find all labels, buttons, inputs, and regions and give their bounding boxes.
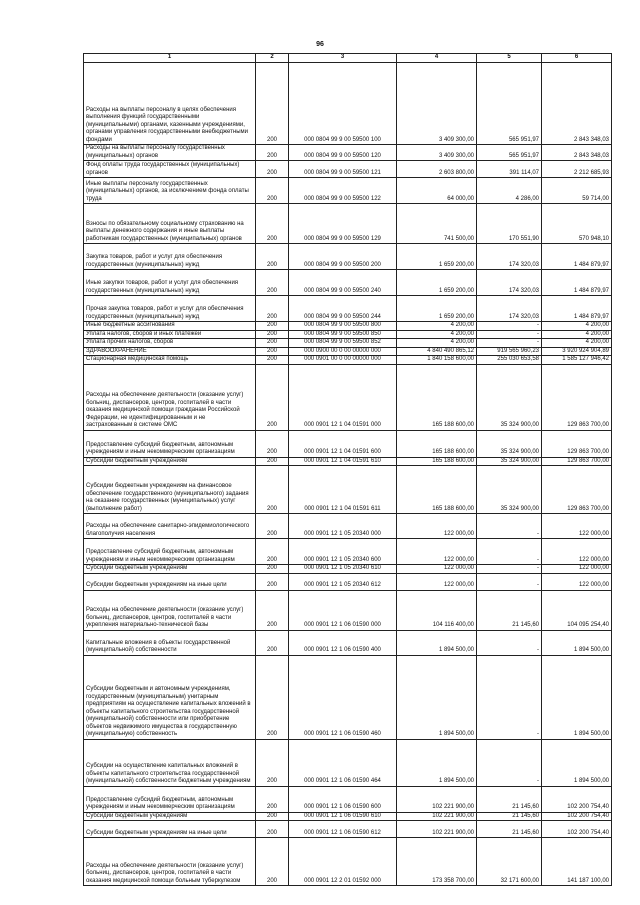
row-budget-classification: 000 0901 12 1 06 01590 400 [289, 630, 397, 655]
table-row [84, 356, 612, 365]
row-budget-classification: 000 0804 99 9 00 59500 122 [289, 178, 397, 204]
row-unexecuted-amount: 129 863 700,00 [542, 430, 612, 457]
row-unexecuted-amount: 122 000,00 [542, 514, 612, 539]
row-code: 200 [256, 457, 289, 466]
row-unexecuted-amount: 122 000,00 [542, 565, 612, 574]
row-code: 200 [256, 296, 289, 322]
row-code: 200 [256, 339, 289, 348]
row-budget-classification: 000 0901 12 1 05 20340 610 [289, 565, 397, 574]
row-budget-classification: 000 0901 12 1 06 01590 600 [289, 786, 397, 812]
row-description: Расходы на обеспечение санитарно-эпидемиологического благополучия населения [84, 514, 256, 539]
row-code: 200 [256, 821, 289, 838]
row-executed-amount: 174 320,03 [477, 244, 542, 270]
row-unexecuted-amount: 1 585 127 946,42 [542, 356, 612, 365]
row-unexecuted-amount: 570 948,10 [542, 204, 612, 244]
row-budget-classification: 000 0804 99 9 00 59500 850 [289, 330, 397, 339]
header-cell: 4 [397, 54, 477, 63]
row-budget-classification: 000 0901 12 2 01 01592 000 [289, 838, 397, 886]
table-row [84, 339, 612, 348]
row-approved-amount: 173 358 700,00 [397, 838, 477, 886]
table-row [84, 322, 612, 331]
table-row [84, 821, 612, 838]
table-row [84, 296, 612, 322]
row-executed-amount: - [477, 322, 542, 331]
row-executed-amount: 35 324 900,00 [477, 364, 542, 430]
row-code: 200 [256, 270, 289, 296]
row-approved-amount: 64 000,00 [397, 178, 477, 204]
row-executed-amount: 255 030 653,58 [477, 356, 542, 365]
row-budget-classification: 000 0901 12 1 06 01590 612 [289, 821, 397, 838]
header-cell: 5 [477, 54, 542, 63]
table-row [84, 204, 612, 244]
table-row [84, 270, 612, 296]
table-row [84, 244, 612, 270]
row-code: 200 [256, 178, 289, 204]
row-executed-amount: - [477, 630, 542, 655]
row-approved-amount: 4 200,00 [397, 330, 477, 339]
row-budget-classification: 000 0901 12 1 06 01590 460 [289, 655, 397, 739]
row-description: Уплата прочих налогов, сборов [84, 339, 256, 348]
row-code: 200 [256, 630, 289, 655]
row-unexecuted-amount: 1 894 500,00 [542, 630, 612, 655]
row-code: 200 [256, 330, 289, 339]
table-row [84, 347, 612, 356]
row-description: ЗДРАВООХРАНЕНИЕ [84, 347, 256, 356]
row-code: 200 [256, 356, 289, 365]
row-executed-amount: - [477, 514, 542, 539]
header-cell: 6 [542, 54, 612, 63]
row-approved-amount: 741 500,00 [397, 204, 477, 244]
row-executed-amount: - [477, 739, 542, 786]
row-budget-classification: 000 0901 12 1 05 20340 600 [289, 539, 397, 565]
row-budget-classification: 000 0901 12 1 04 01591 610 [289, 457, 397, 466]
row-executed-amount: - [477, 565, 542, 574]
header-cell: 1 [84, 54, 256, 63]
row-unexecuted-amount: 1 484 879,97 [542, 296, 612, 322]
row-code: 200 [256, 739, 289, 786]
row-code: 200 [256, 838, 289, 886]
row-executed-amount: - [477, 339, 542, 348]
row-description: Предоставление субсидий бюджетным, автономным учреждениям и иным некоммерческим организациям [84, 430, 256, 457]
row-executed-amount: 565 951,97 [477, 145, 542, 161]
row-description: Субсидии бюджетным учреждениям [84, 565, 256, 574]
row-description: Субсидии бюджетным учреждениям [84, 812, 256, 821]
row-code: 200 [256, 161, 289, 178]
row-unexecuted-amount: 102 200 754,40 [542, 786, 612, 812]
row-approved-amount: 102 221 900,00 [397, 786, 477, 812]
row-code: 200 [256, 573, 289, 590]
row-description: Закупка товаров, работ и услуг для обеспечения государственных (муниципальных) нужд [84, 244, 256, 270]
row-unexecuted-amount: 129 863 700,00 [542, 457, 612, 466]
row-executed-amount: - [477, 573, 542, 590]
row-budget-classification: 000 0804 99 9 00 59500 244 [289, 296, 397, 322]
row-approved-amount: 165 188 600,00 [397, 430, 477, 457]
row-executed-amount: 4 286,00 [477, 178, 542, 204]
row-description: Субсидии бюджетным учреждениям [84, 457, 256, 466]
row-approved-amount: 1 894 500,00 [397, 630, 477, 655]
row-executed-amount: 35 324 900,00 [477, 457, 542, 466]
row-executed-amount: 174 320,03 [477, 296, 542, 322]
row-code: 200 [256, 244, 289, 270]
row-code: 200 [256, 812, 289, 821]
table-row [84, 466, 612, 514]
row-code: 200 [256, 204, 289, 244]
row-description: Расходы на выплаты персоналу в целях обеспечения выполнения функций государственными (муниципальными) органами, казенными учреждениями, органами управления государственными внебюджетными фондами [84, 63, 256, 145]
row-unexecuted-amount: 3 920 924 904,89 [542, 347, 612, 356]
row-executed-amount: 919 565 960,23 [477, 347, 542, 356]
header-cell: 3 [289, 54, 397, 63]
row-description: Предоставление субсидий бюджетным, автономным учреждениям и иным некоммерческим организациям [84, 786, 256, 812]
row-description: Расходы на обеспечение деятельности (оказание услуг) больниц, диспансеров, центров, госпиталей в части оказания медицинской помощи больным туберкулезом [84, 838, 256, 886]
row-budget-classification: 000 0901 12 1 04 01591 000 [289, 364, 397, 430]
row-approved-amount: 122 000,00 [397, 565, 477, 574]
header-cell: 2 [256, 54, 289, 63]
row-unexecuted-amount: 2 843 348,03 [542, 145, 612, 161]
row-executed-amount: 170 551,90 [477, 204, 542, 244]
row-budget-classification: 000 0901 12 1 06 01590 610 [289, 812, 397, 821]
row-executed-amount: 21 145,60 [477, 821, 542, 838]
row-description: Иные закупки товаров, работ и услуг для обеспечения государственных (муниципальных) нужд [84, 270, 256, 296]
row-approved-amount: 102 221 900,00 [397, 812, 477, 821]
table-row [84, 430, 612, 457]
table-row [84, 630, 612, 655]
row-approved-amount: 4 200,00 [397, 322, 477, 331]
row-description: Капитальные вложения в объекты государственной (муниципальной) собственности [84, 630, 256, 655]
table-row [84, 812, 612, 821]
row-executed-amount: 21 145,60 [477, 812, 542, 821]
row-code: 200 [256, 364, 289, 430]
row-executed-amount: - [477, 655, 542, 739]
row-code: 200 [256, 539, 289, 565]
table-row [84, 655, 612, 739]
row-executed-amount: - [477, 539, 542, 565]
row-description: Субсидии бюджетным и автономным учреждениям, государственным (муниципальным) унитарным предприятиям на осуществление капитальных вложений в объекты капитального строительства государственной (муниципальной) собственности или приобретение объектов недвижимого имущества в государственную (муниципальную) собственность [84, 655, 256, 739]
row-description: Предоставление субсидий бюджетным, автономным учреждениям и иным некоммерческим организациям [84, 539, 256, 565]
row-unexecuted-amount: 2 212 685,93 [542, 161, 612, 178]
row-description: Расходы на выплаты персоналу государственных (муниципальных) органов [84, 145, 256, 161]
row-unexecuted-amount: 1 894 500,00 [542, 739, 612, 786]
row-approved-amount: 165 188 600,00 [397, 364, 477, 430]
row-code: 200 [256, 590, 289, 630]
row-description: Иные бюджетные ассигнования [84, 322, 256, 331]
row-approved-amount: 1 659 200,00 [397, 270, 477, 296]
row-code: 200 [256, 322, 289, 331]
row-budget-classification: 000 0901 12 1 06 01590 000 [289, 590, 397, 630]
row-code: 200 [256, 430, 289, 457]
row-description: Субсидии бюджетным учреждениям на финансовое обеспечение государственного (муниципального) задания на оказание государственных (муниципальных) услуг (выполнение работ) [84, 466, 256, 514]
row-unexecuted-amount: 129 863 700,00 [542, 364, 612, 430]
row-executed-amount: - [477, 330, 542, 339]
row-description: Субсидии бюджетным учреждениям на иные цели [84, 821, 256, 838]
row-budget-classification: 000 0804 99 9 00 59500 240 [289, 270, 397, 296]
row-approved-amount: 2 603 800,00 [397, 161, 477, 178]
row-description: Стационарная медицинская помощь [84, 356, 256, 365]
row-budget-classification: 000 0804 99 9 00 59500 120 [289, 145, 397, 161]
table-row [84, 565, 612, 574]
row-approved-amount: 165 188 600,00 [397, 457, 477, 466]
row-description: Взносы по обязательному социальному страхованию на выплаты денежного содержания и иные выплаты работникам государственных (муниципальных) органов [84, 204, 256, 244]
row-executed-amount: 21 145,60 [477, 786, 542, 812]
row-description: Прочая закупка товаров, работ и услуг для обеспечения государственных (муниципальных) нужд [84, 296, 256, 322]
row-executed-amount: 35 324 900,00 [477, 430, 542, 457]
row-unexecuted-amount: 122 000,00 [542, 573, 612, 590]
row-unexecuted-amount: 4 200,00 [542, 339, 612, 348]
table-row [84, 364, 612, 430]
row-approved-amount: 165 188 600,00 [397, 466, 477, 514]
row-unexecuted-amount: 122 000,00 [542, 539, 612, 565]
budget-table [83, 53, 612, 886]
row-executed-amount: 174 320,03 [477, 270, 542, 296]
row-executed-amount: 32 171 600,00 [477, 838, 542, 886]
table-row [84, 63, 612, 145]
row-approved-amount: 1 894 500,00 [397, 655, 477, 739]
row-code: 200 [256, 786, 289, 812]
row-unexecuted-amount: 1 484 879,97 [542, 270, 612, 296]
table-row [84, 573, 612, 590]
row-unexecuted-amount: 104 095 254,40 [542, 590, 612, 630]
row-budget-classification: 000 0901 00 0 00 00000 000 [289, 356, 397, 365]
row-unexecuted-amount: 59 714,00 [542, 178, 612, 204]
row-unexecuted-amount: 1 894 500,00 [542, 655, 612, 739]
table-row [84, 786, 612, 812]
row-approved-amount: 1 840 158 600,00 [397, 356, 477, 365]
row-executed-amount: 21 145,60 [477, 590, 542, 630]
row-approved-amount: 1 894 500,00 [397, 739, 477, 786]
row-description: Уплата налогов, сборов и иных платежей [84, 330, 256, 339]
row-approved-amount: 3 409 300,00 [397, 145, 477, 161]
row-unexecuted-amount: 1 484 879,97 [542, 244, 612, 270]
row-approved-amount: 1 659 200,00 [397, 244, 477, 270]
row-code: 200 [256, 466, 289, 514]
row-description: Расходы на обеспечение деятельности (оказание услуг) больниц, диспансеров, центров, госпиталей в части оказания медицинской помощи гражданам Российской Федерации, не идентифицированным и не застрахованным в системе ОМС [84, 364, 256, 430]
row-executed-amount: 35 324 900,00 [477, 466, 542, 514]
table-row [84, 838, 612, 886]
row-unexecuted-amount: 2 843 348,03 [542, 63, 612, 145]
row-description: Иные выплаты персоналу государственных (муниципальных) органов, за исключением фонда оплаты труда [84, 178, 256, 204]
row-approved-amount: 104 116 400,00 [397, 590, 477, 630]
table-row [84, 457, 612, 466]
row-budget-classification: 000 0804 99 9 00 59500 200 [289, 244, 397, 270]
table-row [84, 178, 612, 204]
row-code: 200 [256, 347, 289, 356]
row-approved-amount: 1 659 200,00 [397, 296, 477, 322]
row-approved-amount: 122 000,00 [397, 514, 477, 539]
table-row [84, 739, 612, 786]
row-executed-amount: 391 114,07 [477, 161, 542, 178]
page-number: 96 [316, 41, 324, 48]
table-row [84, 539, 612, 565]
row-budget-classification: 000 0804 99 9 00 59500 129 [289, 204, 397, 244]
row-description: Расходы на обеспечение деятельности (оказание услуг) больниц, диспансеров, центров, госпиталей в части укрепления материально-технической базы [84, 590, 256, 630]
row-code: 200 [256, 514, 289, 539]
row-approved-amount: 122 000,00 [397, 573, 477, 590]
row-budget-classification: 000 0804 99 9 00 59500 100 [289, 63, 397, 145]
row-code: 200 [256, 63, 289, 145]
row-unexecuted-amount: 102 200 754,40 [542, 812, 612, 821]
row-budget-classification: 000 0901 12 1 05 20340 612 [289, 573, 397, 590]
row-unexecuted-amount: 4 200,00 [542, 322, 612, 331]
row-approved-amount: 4 200,00 [397, 339, 477, 348]
row-code: 200 [256, 565, 289, 574]
table-row [84, 145, 612, 161]
row-unexecuted-amount: 141 187 100,00 [542, 838, 612, 886]
table-row [84, 514, 612, 539]
row-description: Фонд оплаты труда государственных (муниципальных) органов [84, 161, 256, 178]
row-code: 200 [256, 655, 289, 739]
row-approved-amount: 102 221 900,00 [397, 821, 477, 838]
row-approved-amount: 122 000,00 [397, 539, 477, 565]
row-budget-classification: 000 0804 99 9 00 59500 800 [289, 322, 397, 331]
row-code: 200 [256, 145, 289, 161]
row-unexecuted-amount: 129 863 700,00 [542, 466, 612, 514]
row-description: Субсидии на осуществление капитальных вложений в объекты капитального строительства государственной (муниципальной) собственности бюджетным учреждениям [84, 739, 256, 786]
row-budget-classification: 000 0804 99 9 00 59500 121 [289, 161, 397, 178]
row-budget-classification: 000 0901 12 1 05 20340 000 [289, 514, 397, 539]
row-unexecuted-amount: 4 200,00 [542, 330, 612, 339]
row-budget-classification: 000 0901 12 1 04 01591 611 [289, 466, 397, 514]
row-executed-amount: 565 951,97 [477, 63, 542, 145]
table-row [84, 161, 612, 178]
row-description: Субсидии бюджетным учреждениям на иные цели [84, 573, 256, 590]
row-unexecuted-amount: 102 200 754,40 [542, 821, 612, 838]
row-approved-amount: 4 840 490 865,12 [397, 347, 477, 356]
row-budget-classification: 000 0901 12 1 06 01590 464 [289, 739, 397, 786]
row-approved-amount: 3 409 300,00 [397, 63, 477, 145]
table-row [84, 590, 612, 630]
row-budget-classification: 000 0900 00 0 00 00000 000 [289, 347, 397, 356]
table-row [84, 330, 612, 339]
row-budget-classification: 000 0901 12 1 04 01591 600 [289, 430, 397, 457]
table-header-row [84, 54, 612, 63]
row-budget-classification: 000 0804 99 9 00 59500 852 [289, 339, 397, 348]
